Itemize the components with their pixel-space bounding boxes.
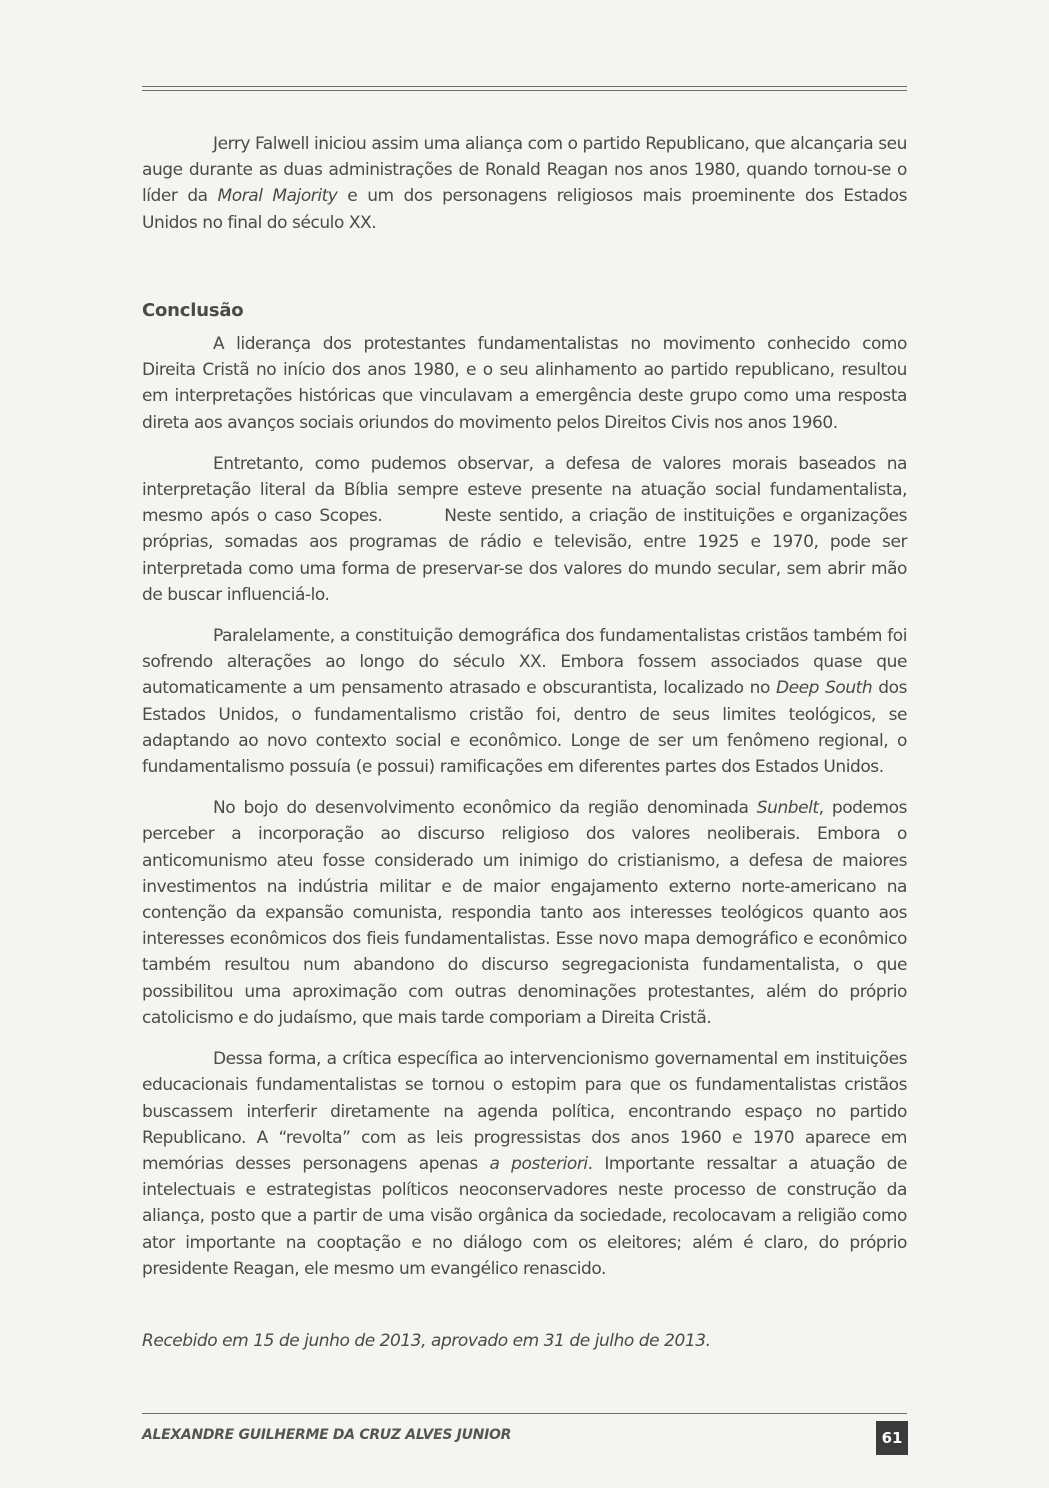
paragraph-3	[142, 623, 907, 780]
received-note: Recebido em 15 de junho de 2013, aprovado em 31 de julho de 2013.	[142, 1330, 711, 1351]
page-number: 61	[876, 1421, 908, 1455]
paragraph-text: . Importante ressaltar a atuação de intelectuais e estrategistas políticos neoconservadores neste processo de construção da aliança, posto que a partir de uma visão orgânica da sociedade, recolocavam a religião como ator importante na cooptação e no diálogo com os eleitores; além é claro, do próprio presidente Reagan, ele mesmo um evangélico renascido.	[142, 1153, 907, 1279]
footer-author: ALEXANDRE GUILHERME DA CRUZ ALVES JUNIOR	[142, 1427, 512, 1443]
section-heading: Conclusão	[142, 299, 244, 321]
header-double-rule	[142, 86, 907, 91]
article-body	[142, 131, 912, 1354]
paragraph-text: dos Estados Unidos, o fundamentalismo cristão foi, dentro de seus limites teológicos, se adaptando ao novo contexto social e econômico. Longe de ser um fenômeno regional, o fundamentalismo possuía (e possui) ramificações em diferentes partes dos Estados Unidos.	[142, 678, 907, 778]
paragraph-2: Entretanto, como pudemos observar, a defesa de valores morais baseados na interpretação literal da Bíblia sempre esteve presente na atuação social fundamentalista, mesmo após o caso Scopes. Neste sentido, a criação de instituições e organizações próprias, somadas aos programas de rádio e televisão, entre 1925 e 1970, pode ser interpretada como uma forma de preservar-se dos valores do mundo secular, sem abrir mão de buscar influenciá-lo.	[142, 453, 912, 605]
italic-term: a posteriori	[489, 1153, 588, 1174]
paragraph-text: Paralelamente, a constituição demográfica dos fundamentalistas cristãos também foi sofrendo alterações ao longo do século XX. Embora fossem associados quase que automaticamente a um pensamento atrasado e obscurantista, localizado no	[142, 626, 907, 699]
paragraph-text: Dessa forma, a crítica específica ao intervencionismo governamental em instituições educacionais fundamentalistas se tornou o estopim para que os fundamentalistas cristãos buscassem interferir diretamente na agenda política, encontrando espaço no partido Republicano. A “revolta” com as leis progressistas dos anos 1960 e 1970 aparece em memórias desses personagens apenas	[142, 1049, 907, 1174]
paragraph-text: Jerry Falwell iniciou assim uma aliança com o partido Republicano, que alcançaria seu auge durante as duas administrações de Ronald Reagan nos anos 1980, quando tornou-se o líder da	[142, 134, 907, 207]
italic-term: Deep South	[776, 678, 873, 699]
paragraph-1: A liderança dos protestantes fundamentalistas no movimento conhecido como Direita Cristã no início dos anos 1980, e o seu alinhamento ao partido republicano, resultou em interpretações históricas que vinculavam a emergência deste grupo como uma resposta direta aos avanços sociais oriundos do movimento pelos Direitos Civis nos anos 1960.	[142, 334, 907, 433]
paragraph-4	[142, 795, 907, 1031]
italic-term: Moral Majority	[217, 186, 338, 207]
paragraph-intro	[142, 131, 907, 236]
paragraph-text: e um dos personagens religiosos mais proeminente dos Estados Unidos no final do século XX.	[142, 186, 908, 233]
footer-rule	[142, 1413, 907, 1414]
paragraph-text: No bojo do desenvolvimento econômico da região denominada	[213, 798, 757, 819]
paragraph-5	[142, 1046, 907, 1282]
italic-term: Sunbelt	[756, 798, 819, 819]
paragraph-text: , podemos perceber a incorporação ao discurso religioso dos valores neoliberais. Embora o anticomunismo ateu fosse considerado um inimigo do cristianismo, a defesa de maiores investimentos na indústria militar e de maior engajamento externo norte-americano na contenção da expansão comunista, respondia tanto aos interesses teológicos quanto aos interesses econômicos dos fieis fundamentalistas. Esse novo mapa demográfico e econômico também resultou num abandono do discurso segregacionista fundamentalista, o que possibilitou uma aproximação com outras denominações protestantes, além do próprio catolicismo e do judaísmo, que mais tarde comporiam a Direita Cristã.	[142, 798, 907, 1028]
